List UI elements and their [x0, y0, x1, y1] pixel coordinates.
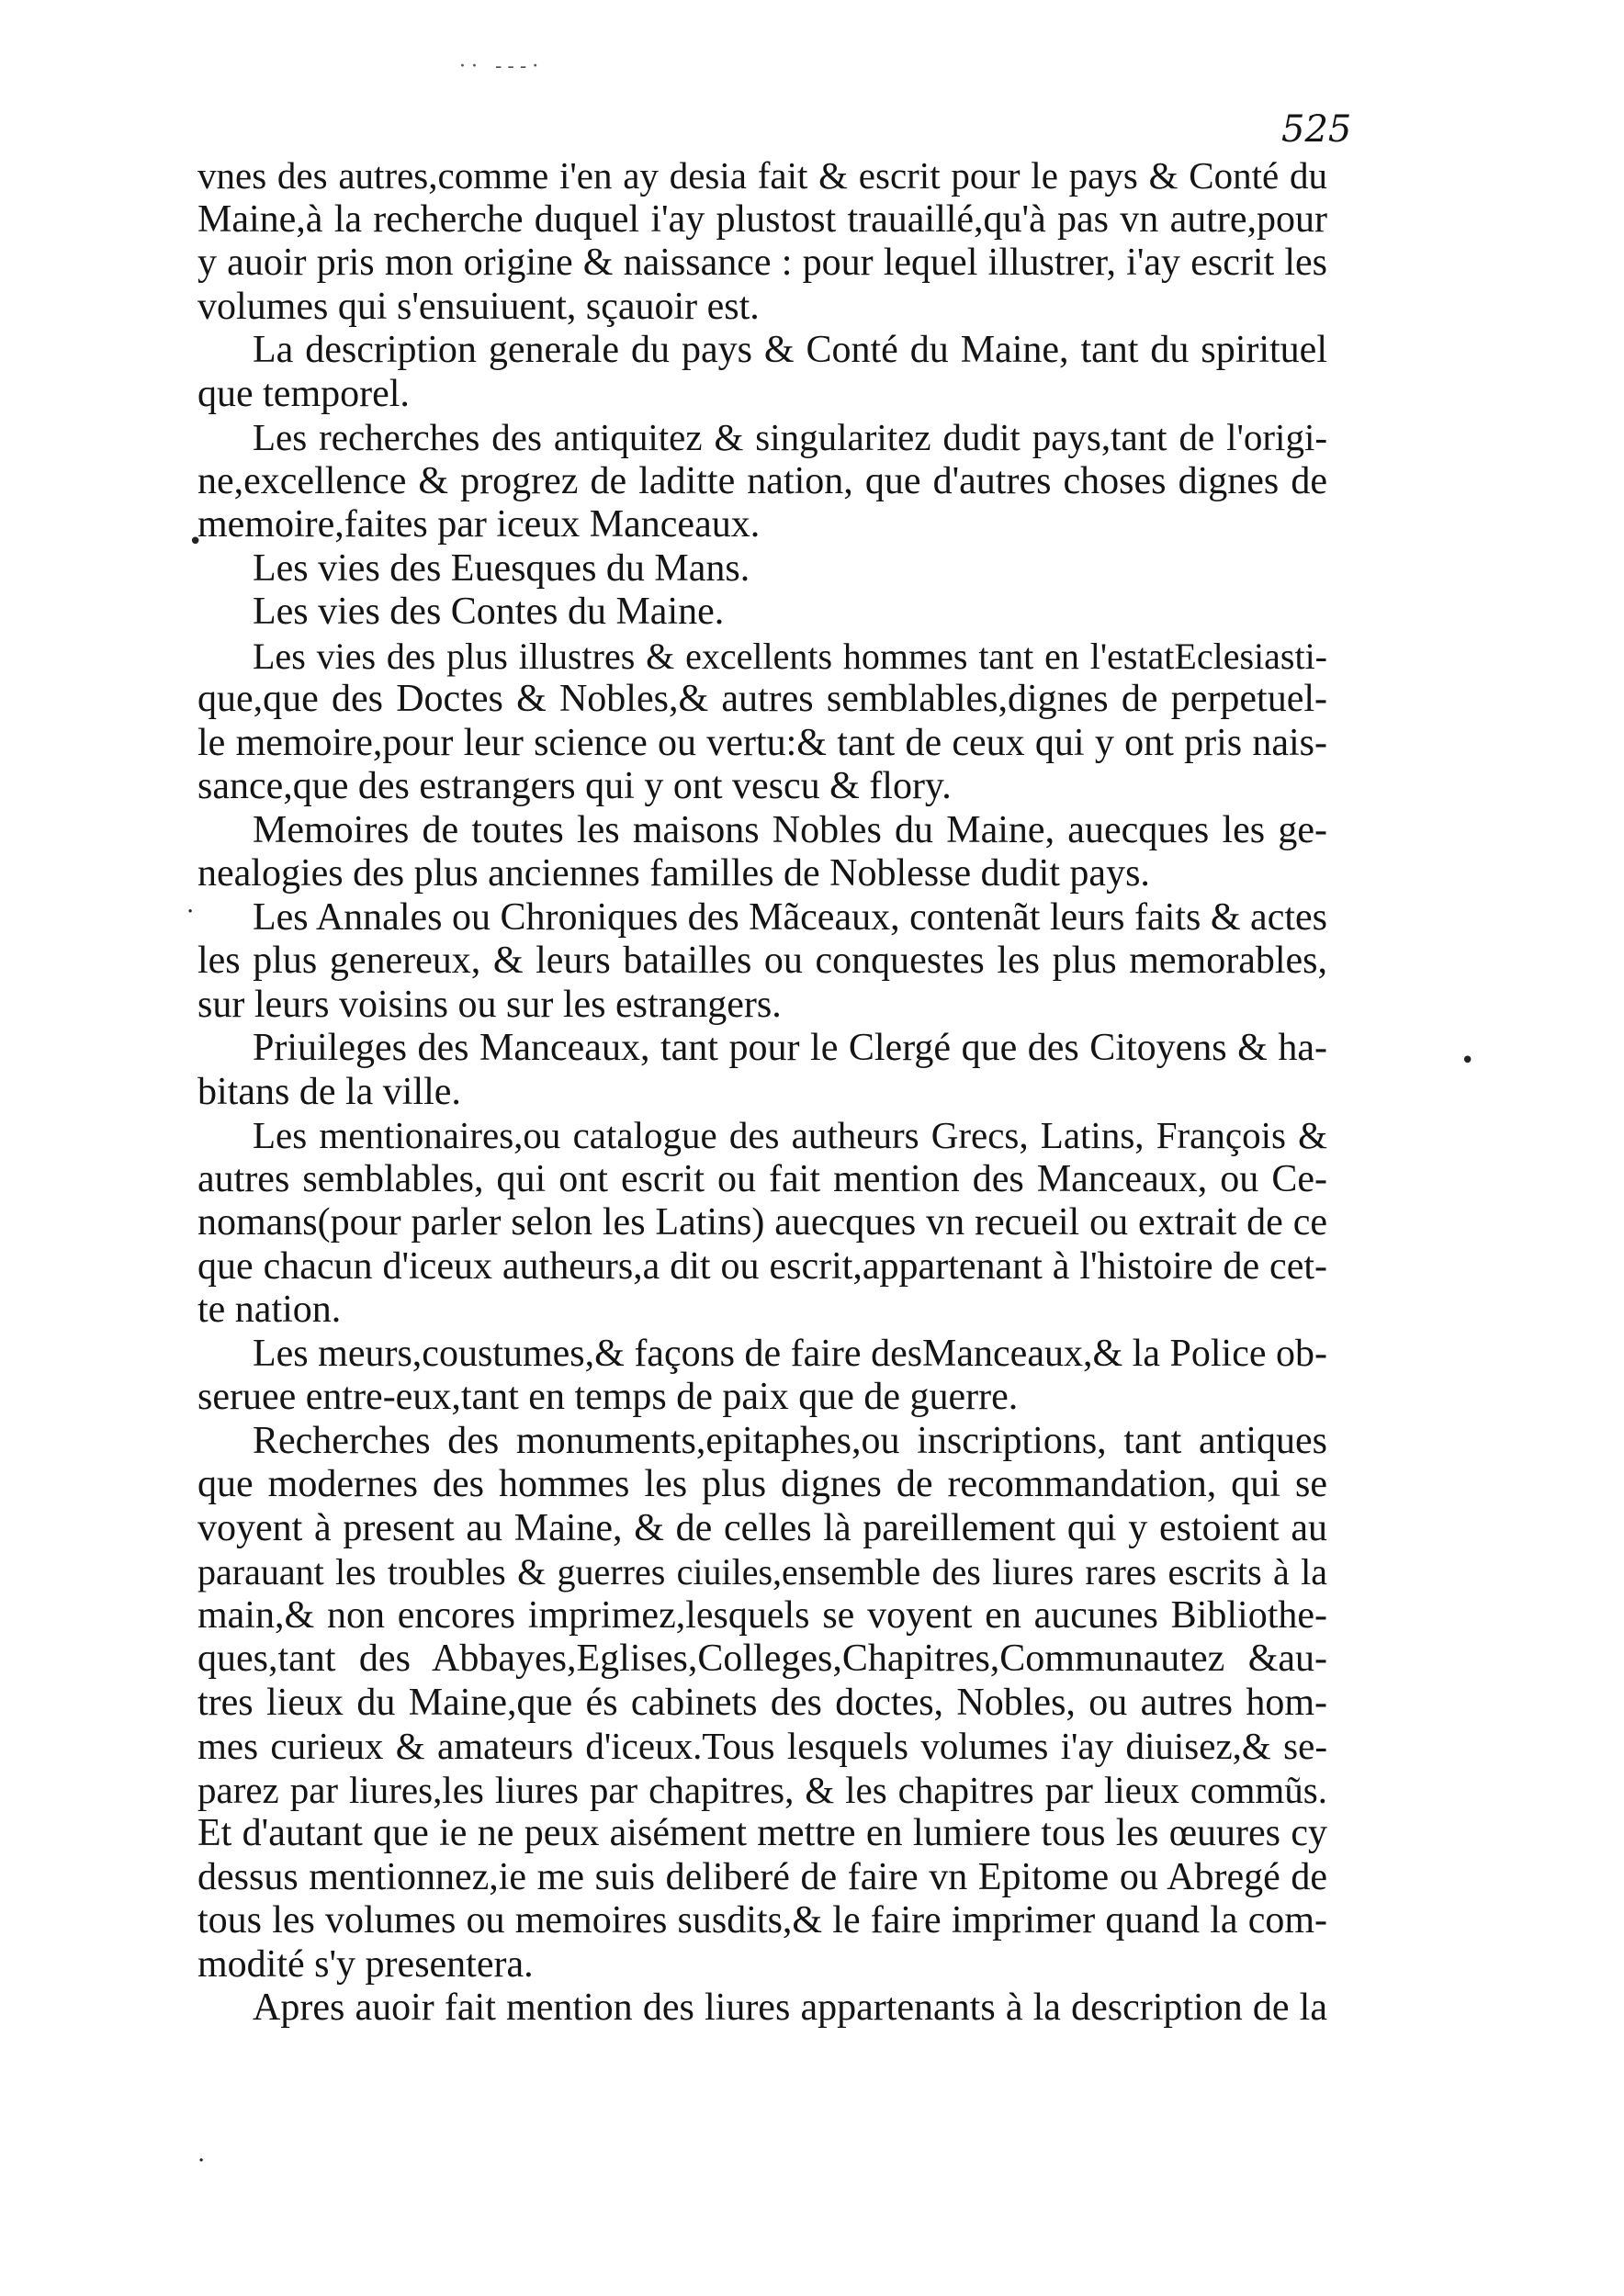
text-line: que,que des Doctes & Nobles,& autres semblables,dignes de perpetuel-: [197, 678, 1327, 720]
text-line: parez par liures,les liures par chapitres, & les chapitres par lieux commũs.: [197, 1768, 1327, 1811]
text-line: y auoir pris mon origine & naissance : pour lequel illustrer, i'ay escrit les: [197, 242, 1327, 284]
text-line: sance,que des estrangers qui y ont vescu & flory.: [197, 765, 952, 807]
text-line: autres semblables, qui ont escrit ou fait mention des Manceaux, ou Ce-: [197, 1157, 1327, 1200]
stray-dot-mark: ·: [186, 898, 195, 926]
text-line: vnes des autres,comme i'en ay desia fait & escrit pour le pays & Conté du: [197, 154, 1327, 197]
text-line: bitans de la ville.: [197, 1070, 461, 1113]
body-text: [197, 154, 1327, 2031]
text-line: main,& non encores imprimez,lesquels se voyent en aucunes Bibliothe-: [197, 1593, 1327, 1637]
text-line: parauant les troubles & guerres ciuiles,ensemble des liures rares escrits à la: [197, 1551, 1327, 1593]
text-line: ne,excellence & progrez de laditte nation, que d'autres choses dignes de: [197, 459, 1327, 502]
text-line: te nation.: [197, 1289, 342, 1331]
stray-dot-mark: •: [1460, 1047, 1475, 1075]
text-line: Priuileges des Manceaux, tant pour le Clergé que des Citoyens & ha-: [253, 1027, 1327, 1069]
text-line: modité s'y presentera.: [197, 1942, 534, 1986]
text-line: nealogies des plus anciennes familles de Noblesse dudit pays.: [197, 852, 1150, 895]
text-line: les plus genereux, & leurs batailles ou conquestes les plus memorables,: [197, 940, 1327, 982]
text-line: Les recherches des antiquitez & singularitez dudit pays,tant de l'origi-: [253, 416, 1327, 458]
text-line: seruee entre-eux,tant en temps de paix que de guerre.: [197, 1376, 1019, 1418]
text-line: que temporel.: [197, 372, 410, 415]
text-line: Apres auoir fait mention des liures appartenants à la description de la: [253, 1986, 1327, 2029]
text-line: Memoires de toutes les maisons Nobles du Maine, auecques les ge-: [253, 808, 1327, 851]
text-line: ques,tant des Abbayes,Eglises,Colleges,Chapitres,Communautez &au-: [197, 1638, 1327, 1680]
text-line: sur leurs voisins ou sur les estrangers.: [197, 983, 782, 1026]
text-line: voyent à present au Maine, & de celles là pareillement qui y estoient au: [197, 1506, 1327, 1549]
stray-dot-mark: •: [188, 528, 203, 556]
text-line: tres lieux du Maine,que és cabinets des doctes, Nobles, ou autres hom-: [197, 1681, 1327, 1724]
top-marks: ·· ---·: [459, 55, 545, 78]
text-line: Maine,à la recherche duquel i'ay plustost trauaillé,qu'à pas vn autre,pour: [197, 197, 1327, 241]
text-line: Les vies des plus illustres & excellents hommes tant en l'estatEclesiasti-: [253, 635, 1327, 677]
text-line: nomans(pour parler selon les Latins) auecques vn recueil ou extrait de ce: [197, 1201, 1327, 1244]
text-line: volumes qui s'ensuiuent, sçauoir est.: [197, 285, 760, 328]
text-line: La description generale du pays & Conté du Maine, tant du spirituel: [253, 329, 1327, 371]
text-line: dessus mentionnez,ie me suis deliberé de faire vn Epitome ou Abregé de: [197, 1855, 1327, 1898]
text-line: le memoire,pour leur science ou vertu:& tant de ceux qui y ont pris nais-: [197, 721, 1327, 764]
text-line: tous les volumes ou memoires susdits,& le faire imprimer quand la com-: [197, 1899, 1327, 1941]
text-line: que modernes des hommes les plus dignes de recommandation, qui se: [197, 1463, 1327, 1505]
page-number: 525: [1281, 108, 1352, 151]
stray-dot-mark: ·: [197, 2147, 206, 2175]
text-line: Les meurs,coustumes,& façons de faire desManceaux,& la Police ob-: [253, 1332, 1327, 1375]
text-line: Les Annales ou Chroniques des Mãceaux, contenãt leurs faits & actes: [253, 895, 1327, 939]
text-line: memoire,faites par iceux Manceaux.: [197, 503, 761, 546]
text-line: mes curieux & amateurs d'iceux.Tous lesquels volumes i'ay diuisez,& se-: [197, 1725, 1327, 1767]
text-line: Recherches des monuments,epitaphes,ou inscriptions, tant antiques: [253, 1419, 1327, 1462]
text-line: que chacun d'iceux autheurs,a dit ou escrit,appartenant à l'histoire de cet-: [197, 1244, 1327, 1288]
text-line: Les vies des Contes du Maine.: [253, 591, 725, 633]
text-line: Et d'autant que ie ne peux aisément mettre en lumiere tous les œuures cy: [197, 1812, 1327, 1854]
text-line: Les vies des Euesques du Mans.: [253, 546, 750, 590]
text-line: Les mentionaires,ou catalogue des autheurs Grecs, Latins, François &: [253, 1114, 1327, 1156]
